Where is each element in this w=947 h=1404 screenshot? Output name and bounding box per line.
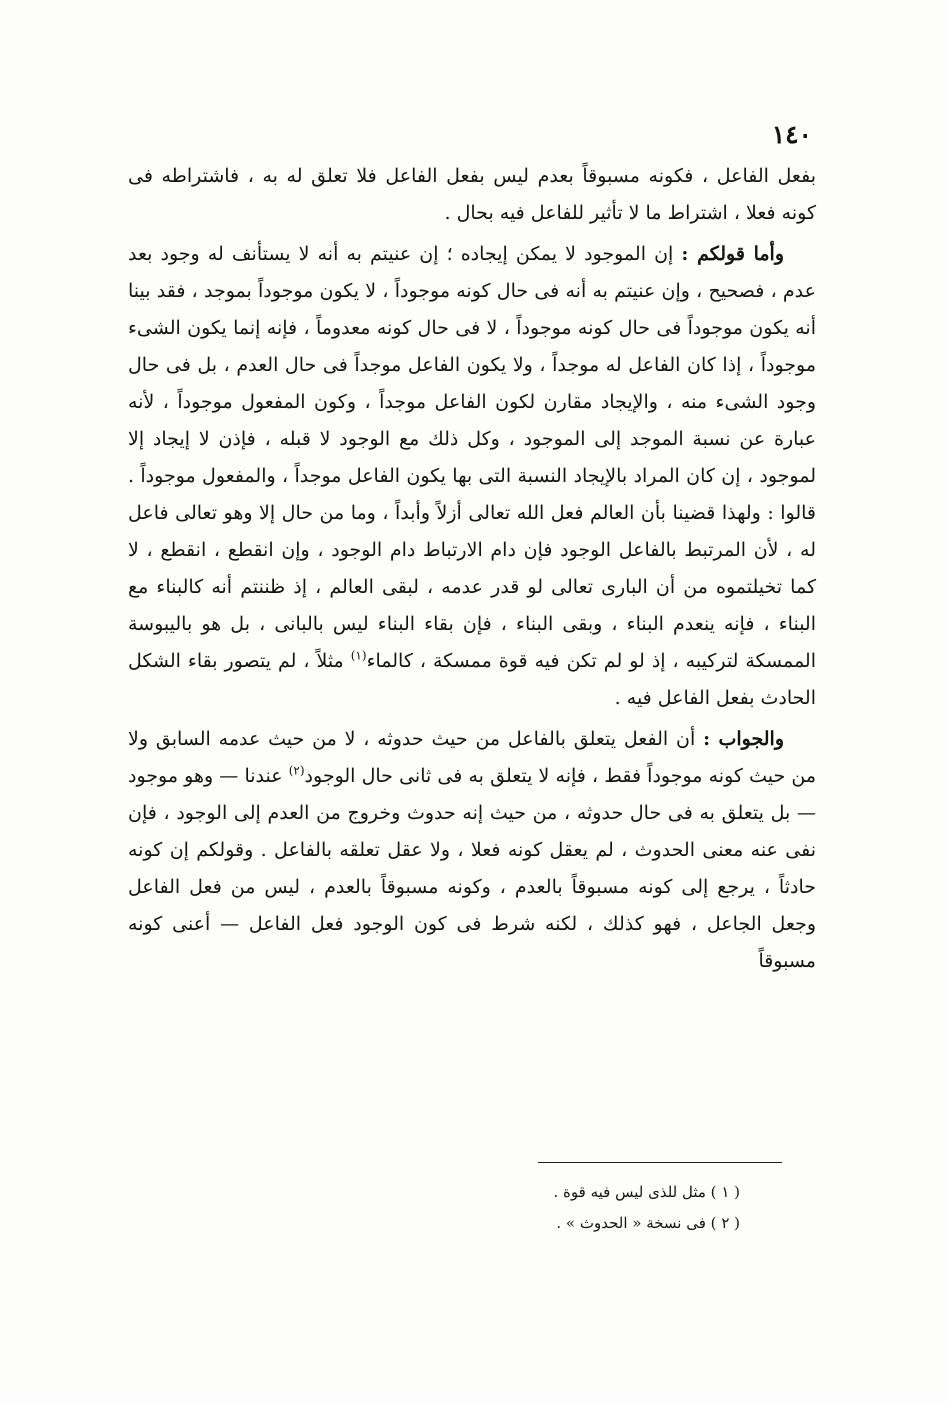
footnotes-block — [380, 1177, 740, 1239]
footnote-divider — [538, 1162, 782, 1163]
paragraph-text-after: عندنا — وهو موجود — بل يتعلق به فى حال حدوثه ، من حيث إنه حدوث وخروج من العدم إلى الوجود ، فإن نفى عنه معنى الحدوث ، لم يعقل كونه فعلا ، ولا عقل تعلقه بالفاعل . وقولكم إن كونه حادثاً ، يرجع إلى كونه مسبوقاً بالعدم ، وكونه مسبوقاً بالعدم ، ليس من فعل الفاعل وجعل الجاعل ، فهو كذلك ، لكنه شرط فى كون الوجود فعل الفاعل — أعنى كونه مسبوقاً — [128, 765, 816, 972]
footnote-reference-1[interactable]: (١) — [350, 648, 367, 663]
paragraph-answer — [128, 721, 816, 980]
paragraph-objection — [128, 236, 816, 717]
paragraph-text: إن الموجود لا يمكن إيجاده ؛ إن عنيتم به أنه لا يستأنف له وجود بعد عدم ، فصحيح ، وإن عنيتم به أنه فى حال كونه موجوداً ، لا يكون موجوداً بموجد ، فقد بينا أنه يكون موجوداً فى حال كونه موجوداً ، لا فى حال كونه معدوماً ، فإنه إنما يكون الشىء موجوداً ، إذا كان الفاعل له موجداً ، ولا يكون الفاعل موجداً فى حال العدم ، بل فى حال وجود الشىء منه ، والإيجاد مقارن لكون الفاعل موجداً ، وكون المفعول موجوداً ، لأنه عبارة عن نسبة الموجد إلى الموجود ، وكل ذلك مع الوجود لا قبله ، فإذن لا إيجاد إلا لموجود ، إن كان المراد بالإيجاد النسبة التى بها يكون الفاعل موجداً ، والمفعول موجوداً . قالوا : ولهذا قضينا بأن العالم فعل الله تعالى أزلاً وأبداً ، وما من حال إلا وهو تعالى فاعل له ، لأن المرتبط بالفاعل الوجود فإن دام الارتباط دام الوجود ، وإن انقطع ، انقطع ، لا كما تخيلتموه من أن البارى تعالى لو قدر عدمه ، لبقى العالم ، إذ ظننتم أنه كالبناء مع البناء ، فإنه ينعدم البناء ، وبقى البناء ، فإن بقاء البناء ليس بالبانى ، بل هو باليبوسة الممسكة لتركيبه ، إذ لو لم تكن فيه قوة ممسكة ، كالماء — [128, 243, 817, 672]
footnote-reference-2[interactable]: (٢) — [288, 763, 305, 778]
paragraph-lead: والجواب : — [703, 728, 784, 750]
main-text-block — [128, 158, 816, 984]
paragraph-text-after: مثلاً ، لم يتصور بقاء الشكل الحادث بفعل الفاعل فيه . — [128, 650, 816, 709]
paragraph-text: أن الفعل يتعلق بالفاعل من حيث حدوثه ، لا من حيث عدمه السابق ولا من حيث كونه موجوداً فقط ، فإنه لا يتعلق به فى ثانى حال الوجود — [128, 728, 816, 787]
paragraph-continuation — [128, 158, 816, 232]
page-number: ١٤٠ — [771, 120, 812, 149]
paragraph-text: بفعل الفاعل ، فكونه مسبوقاً بعدم ليس بفعل الفاعل فلا تعلق له به ، فاشتراطه فى كونه فعلا ، اشتراط ما لا تأثير للفاعل فيه بحال . — [128, 165, 816, 224]
footnote-2: ( ٢ ) فى نسخة « الحدوث » . — [556, 1214, 740, 1232]
paragraph-lead: وأما قولكم : — [681, 243, 784, 265]
footnote-1: ( ١ ) مثل للذى ليس فيه قوة . — [553, 1183, 740, 1201]
